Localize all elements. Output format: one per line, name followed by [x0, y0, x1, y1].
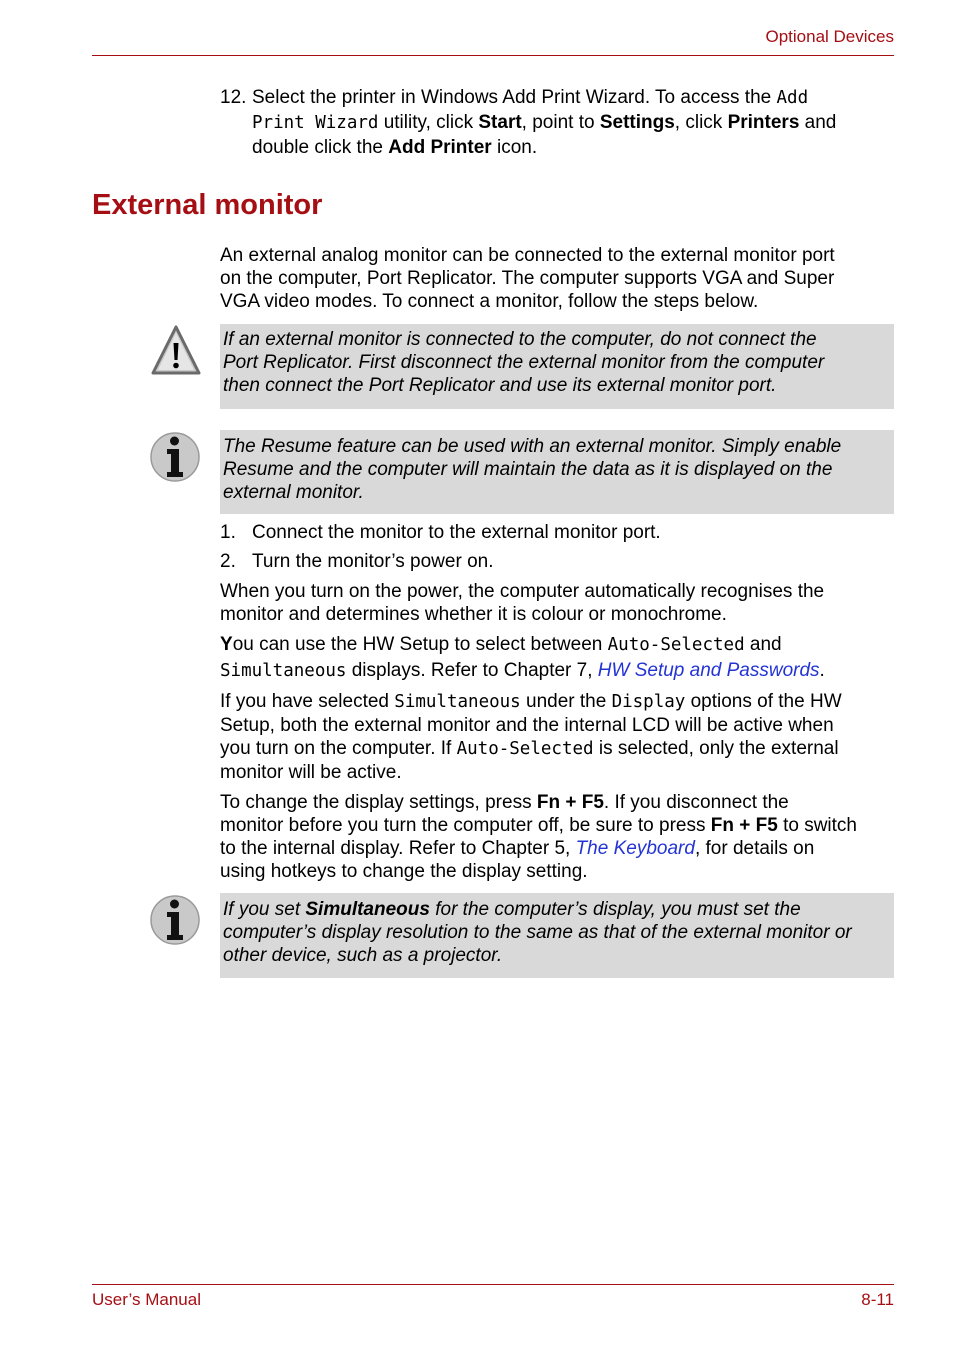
intro-paragraph: An external analog monitor can be connected to the external monitor port on the computer, Port Replicator. The computer supports VGA and Super VGA video modes. To connect a monitor, follow the steps below.: [220, 245, 835, 312]
step-12-text: Select the printer in Windows Add Print Wizard. To access the Add Print Wizard utility, click Start, point to Settings, click Printers and double click the Add Printer icon.: [252, 87, 837, 158]
caution-box: If an external monitor is connected to the computer, do not connect the Port Replicator. First disconnect the external monitor from the computer then connect the Port Replicator and use its external monitor port.: [220, 324, 894, 409]
step-1-number: 1.: [220, 522, 236, 543]
step-2-text: Turn the monitor’s power on.: [252, 551, 494, 572]
step-2-number: 2.: [220, 551, 236, 572]
footer-rule: [92, 1284, 894, 1285]
step-12-number: 12.: [220, 87, 247, 108]
step-1-text: Connect the monitor to the external monitor port.: [252, 522, 661, 543]
section-heading: External monitor: [92, 189, 323, 221]
display-settings-paragraph: To change the display settings, press Fn + F5. If you disconnect the monitor before you turn the computer off, be sure to press Fn + F5 to switch to the internal display. Refer to Chapter 5, The Keyboard, for details on using hotkeys to change the display setting.: [220, 792, 857, 882]
info-icon: [149, 430, 201, 484]
info-icon: [149, 893, 201, 947]
power-on-paragraph: When you turn on the power, the computer automatically recognises the monitor and determines whether it is colour or monochrome.: [220, 581, 825, 625]
header-rule: [92, 55, 894, 56]
simultaneous-paragraph: If you have selected Simultaneous under the Display options of the HW Setup, both the external monitor and the internal LCD will be active when you turn on the computer. If Auto-Selected is selected, only the external monitor will be active.: [220, 691, 842, 783]
page-number: 8-11: [861, 1290, 894, 1309]
note-box-simultaneous: If you set Simultaneous for the computer’s display, you must set the computer’s display resolution to the same as that of the external monitor or other device, such as a projector.: [220, 893, 894, 978]
link-hw-setup[interactable]: HW Setup and Passwords: [597, 660, 820, 681]
link-keyboard[interactable]: The Keyboard: [575, 838, 695, 859]
footer-manual-title: User’s Manual: [92, 1290, 201, 1309]
running-header: Optional Devices: [765, 27, 894, 46]
warning-triangle-icon: [150, 323, 202, 377]
note-box-resume: The Resume feature can be used with an external monitor. Simply enable Resume and the computer will maintain the data as it is displayed on the external monitor.: [220, 430, 894, 514]
hw-setup-paragraph: You can use the HW Setup to select between Auto-Selected and Simultaneous displays. Refer to Chapter 7, HW Setup and Passwords.: [220, 634, 825, 681]
